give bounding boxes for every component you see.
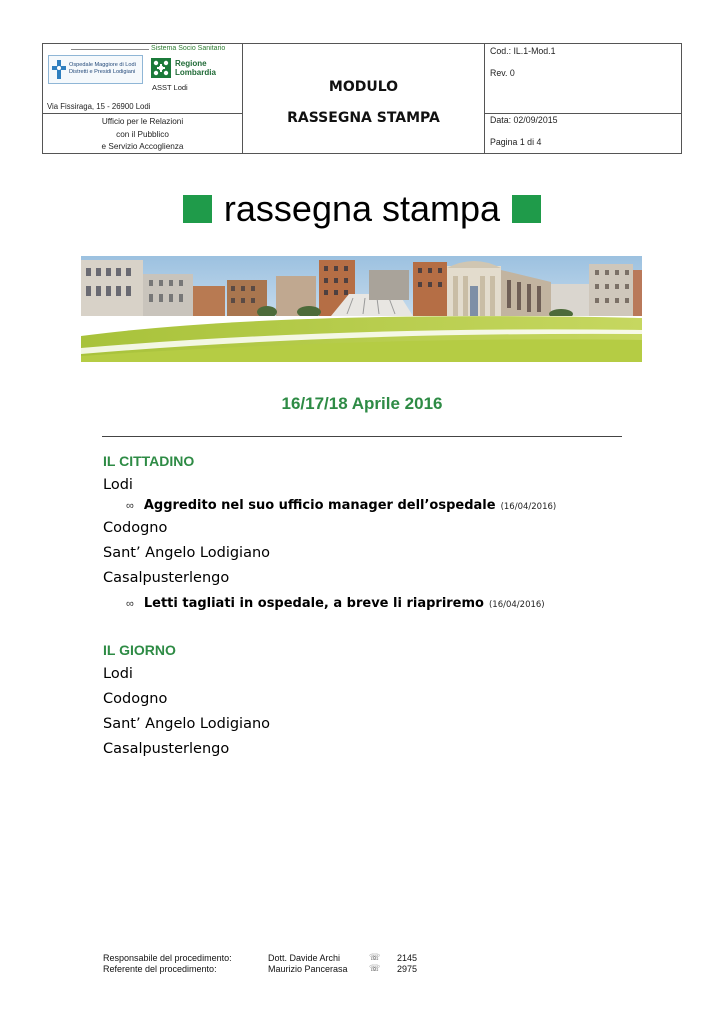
logo-hospital-line2: Distretti e Presidi Lodigiani [69, 69, 136, 75]
divider [102, 436, 622, 437]
module-label: MODULO [328, 79, 399, 95]
footer-role: Referente del procedimento: [103, 964, 217, 974]
document-date: Data: 02/09/2015 [490, 115, 558, 125]
article-title[interactable]: Letti tagliati in ospedale, a breve li riapriremo [143, 596, 484, 611]
location-label: Casalpusterlengo [103, 741, 230, 757]
logo-region-line2: Lombardia [175, 68, 216, 77]
location-label: Sant’ Angelo Lodigiano [103, 716, 271, 732]
page-number: Pagina 1 di 4 [490, 137, 542, 147]
article-date: (16/04/2016) [488, 600, 545, 610]
document-revision: Rev. 0 [490, 68, 515, 78]
green-square-icon [183, 195, 212, 223]
header-address: Via Fissiraga, 15 - 26900 Lodi [47, 102, 151, 111]
location-label: Lodi [103, 666, 133, 682]
article-title[interactable]: Aggredito nel suo ufficio manager dell’ospedale [143, 498, 496, 513]
module-name: RASSEGNA STAMPA [287, 110, 440, 126]
location-label: Lodi [103, 477, 133, 493]
office-name [43, 116, 242, 154]
logo-region-line1: Regione [175, 59, 207, 68]
footer-extension: 2975 [397, 964, 418, 974]
office-line: con il Pubblico [116, 129, 169, 139]
location-label: Codogno [103, 520, 168, 536]
article-date: (16/04/2016) [500, 502, 557, 512]
footer-role: Responsabile del procedimento: [103, 953, 232, 963]
hospital-cross-icon [52, 60, 66, 79]
article-link[interactable] [126, 498, 556, 513]
regione-lombardia-icon [151, 58, 171, 78]
footer-extension: 2145 [397, 953, 418, 963]
infinity-bullet-icon: ∞ [126, 500, 134, 512]
infinity-bullet-icon: ∞ [126, 598, 134, 610]
hospitals-banner-image [81, 256, 642, 362]
article-link[interactable] [126, 596, 545, 611]
logo-system-label: Sistema Socio Sanitario [151, 45, 226, 52]
office-line: e Servizio Accoglienza [101, 142, 184, 152]
date-heading: 16/17/18 Aprile 2016 [281, 394, 443, 413]
page-title-text: rassegna stampa [223, 188, 501, 229]
document-code: Cod.: IL.1-Mod.1 [490, 46, 556, 56]
location-label: Casalpusterlengo [103, 570, 230, 586]
footer-person: Dott. Davide Archi [268, 953, 341, 963]
logo-asst: ASST Lodi [152, 83, 188, 92]
location-label: Sant’ Angelo Lodigiano [103, 545, 271, 561]
footer-person: Maurizio Pancerasa [268, 964, 348, 974]
section-heading: IL GIORNO [103, 642, 176, 658]
page-title [0, 188, 724, 230]
office-line: Ufficio per le Relazioni [101, 117, 184, 126]
logo-hospital-line1: Ospedale Maggiore di Lodi [69, 62, 136, 68]
phone-icon: ☏ [369, 952, 381, 962]
green-square-icon [512, 195, 541, 223]
phone-icon: ☏ [369, 963, 381, 973]
hospital-logo [48, 55, 143, 84]
document-header [42, 43, 682, 154]
location-label: Codogno [103, 691, 168, 707]
organization-logo [45, 46, 241, 94]
section-heading: IL CITTADINO [103, 453, 195, 469]
